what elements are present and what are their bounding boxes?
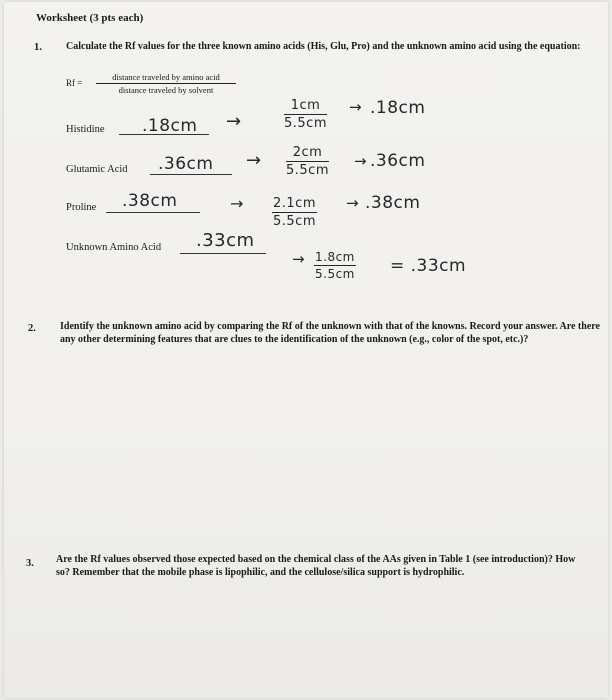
q2-text: Identify the unknown amino acid by comparing the Rf of the unknown with that of the knowns. Record your answer. Are there any other determining features that are clues to the identification of the unknown (e.g., color of the spot, etc.)?: [60, 321, 600, 345]
arrow-icon: →: [226, 111, 242, 132]
proline-answer: .38cm: [122, 191, 178, 211]
arrow-icon: →: [292, 250, 306, 268]
proline-calc: [272, 195, 317, 230]
arrow-icon: →: [346, 194, 360, 212]
arrow-icon: →: [246, 150, 262, 171]
unknown-calc-den: 5.5cm: [315, 267, 355, 281]
histidine-label: Histidine: [66, 124, 105, 135]
histidine-calc: [284, 97, 327, 132]
q3-number: 3.: [26, 558, 34, 569]
proline-answer-line: [106, 212, 200, 213]
rf-numerator: distance traveled by amino acid: [96, 72, 236, 84]
unknown-answer: .33cm: [196, 230, 255, 251]
rf-label: Rf =: [66, 78, 83, 88]
histidine-calc-num: 1cm: [284, 97, 327, 115]
worksheet-page: [4, 2, 608, 698]
unknown-result: = .33cm: [390, 256, 467, 276]
arrow-icon: →: [354, 152, 368, 170]
histidine-result: .18cm: [370, 98, 426, 118]
unknown-answer-line: [180, 253, 266, 254]
proline-label: Proline: [66, 202, 97, 213]
unknown-calc: [314, 249, 356, 282]
rf-denominator: distance traveled by solvent: [118, 85, 214, 95]
proline-calc-num: 2.1cm: [273, 196, 316, 211]
arrow-icon: →: [349, 98, 363, 116]
histidine-calc-den: 5.5cm: [284, 116, 327, 131]
rf-equation: [96, 72, 236, 95]
q3-text: Are the Rf values observed those expected based on the chemical class of the AAs given in Table 1 (see introduction)? How so? Remember that the mobile phase is lipophilic, and the cellulose/silica support is hydrophilic.: [56, 554, 576, 578]
glutamic-answer-line: [150, 174, 232, 175]
glutamic-acid-result: .36cm: [370, 151, 426, 171]
glutamic-acid-calc: [286, 144, 329, 179]
proline-calc-den: 5.5cm: [273, 214, 316, 229]
histidine-answer: .18cm: [142, 116, 198, 136]
glutamic-acid-label: Glutamic Acid: [66, 164, 128, 175]
proline-result: .38cm: [365, 193, 421, 213]
unknown-label: Unknown Amino Acid: [66, 242, 162, 253]
q1-text: Calculate the Rf values for the three known amino acids (His, Glu, Pro) and the unknown amino acid using the equation:: [66, 41, 581, 52]
glutamic-calc-den: 5.5cm: [286, 163, 329, 178]
unknown-calc-num: 1.8cm: [315, 250, 355, 264]
q1-number: 1.: [34, 42, 42, 53]
q2-number: 2.: [28, 323, 36, 334]
worksheet-title: Worksheet (3 pts each): [36, 12, 144, 24]
glutamic-acid-answer: .36cm: [158, 154, 214, 174]
arrow-icon: →: [230, 194, 244, 213]
glutamic-calc-num: 2cm: [286, 144, 329, 162]
